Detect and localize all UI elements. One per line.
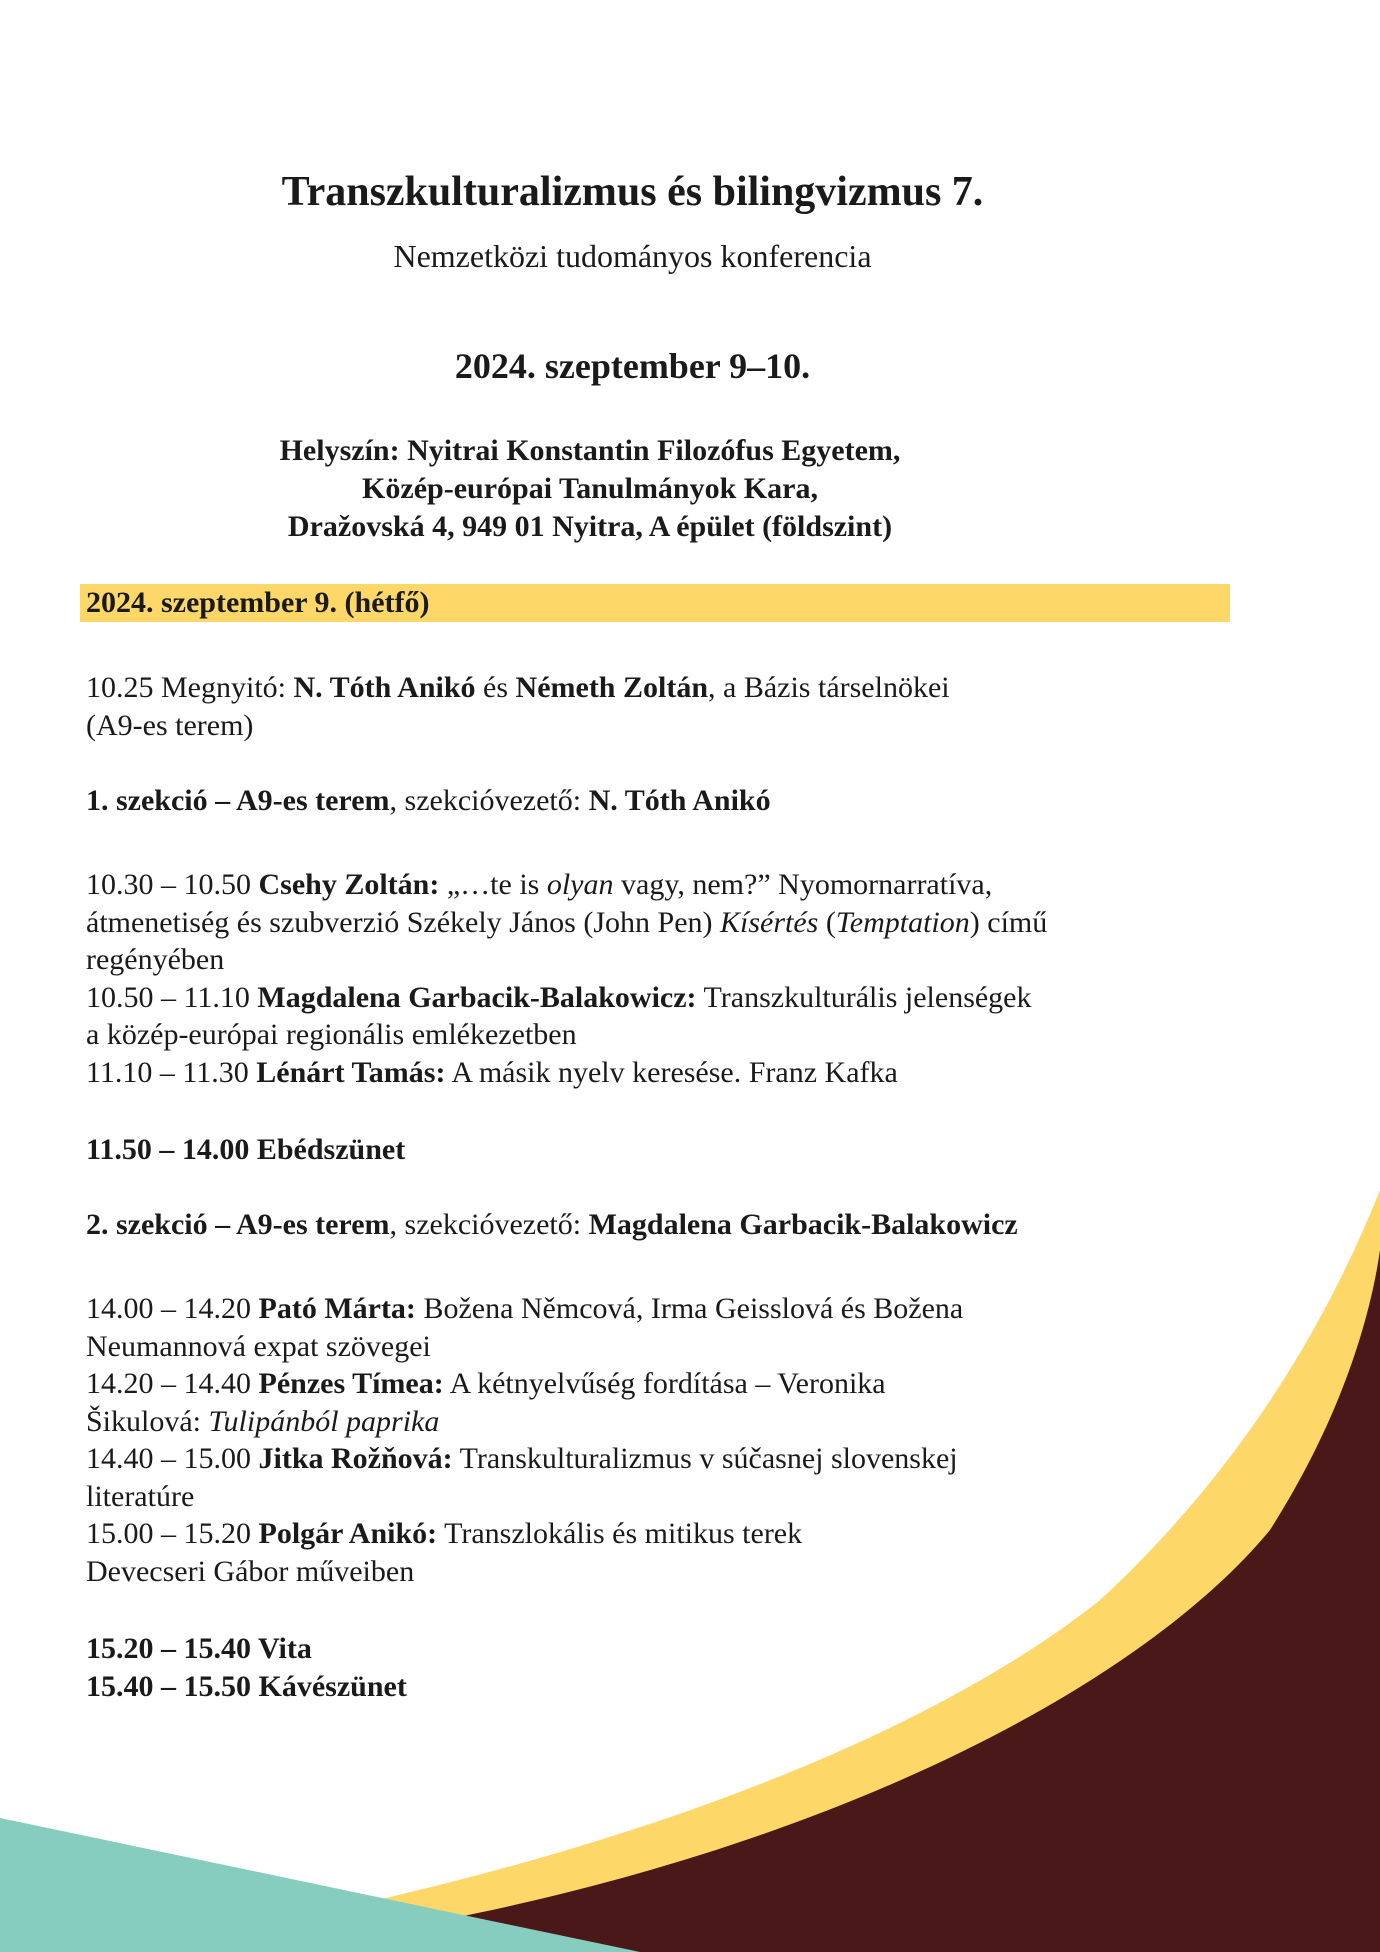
list-item <box>86 1290 1216 1365</box>
talk-title-italic: olyan <box>546 868 614 901</box>
talk-time: 14.00 – 14.20 <box>86 1292 259 1325</box>
opening-person-1: N. Tóth Anikó <box>293 671 476 704</box>
talk-speaker: Csehy Zoltán: <box>258 868 440 901</box>
talk-title: literatúre <box>86 1479 195 1513</box>
section-1-heading <box>86 782 1216 820</box>
talk-time: 14.20 – 14.40 <box>86 1367 259 1400</box>
opening <box>86 669 1216 744</box>
talk-time: 14.40 – 15.00 <box>86 1442 259 1475</box>
talk-title: Devecseri Gábor műveiben <box>86 1554 415 1588</box>
talk-time: 15.00 – 15.20 <box>86 1517 259 1550</box>
talk-title: Božena Němcová, Irma Geisslová és Božena <box>415 1292 964 1325</box>
section-1-label: 1. szekció – A9-es terem <box>86 784 390 817</box>
talk-title-italic: Temptation <box>835 905 970 939</box>
venue <box>0 432 1180 546</box>
talk-time: 11.10 – 11.30 <box>86 1055 257 1089</box>
conference-date: 2024. szeptember 9–10. <box>454 346 811 386</box>
list-item <box>86 979 1216 1054</box>
talk-title: A másik nyelv keresése. Franz Kafka <box>445 1055 898 1089</box>
opening-person-2: Németh Zoltán <box>515 671 709 704</box>
talk-title: „…te is <box>439 868 547 901</box>
talk-title-italic: Tulipánból paprika <box>208 1404 440 1438</box>
talk-title: Neumannová expat szövegei <box>86 1329 431 1363</box>
opening-and: és <box>475 671 516 704</box>
section-2-chair-label: , szekcióvezető: <box>389 1208 589 1241</box>
talk-title: Transzlokális és mitikus terek <box>437 1517 803 1550</box>
lunch-break <box>86 1131 1216 1169</box>
section-2-heading <box>86 1206 1216 1244</box>
talk-title: Transkulturalizmus v súčasnej slovenskej <box>452 1442 958 1475</box>
section-1-talks <box>86 866 1216 1091</box>
page-subtitle: Nemzetközi tudományos konferencia <box>393 238 872 274</box>
list-item <box>86 1365 1216 1440</box>
section-1-chair: N. Tóth Anikó <box>588 784 771 817</box>
section-2-talks <box>86 1290 1216 1590</box>
talk-title: vagy, nem?” Nyomornarratíva, <box>613 868 993 901</box>
talk-title: ) című <box>969 905 1048 939</box>
talk-time: 10.30 – 10.50 <box>86 868 259 901</box>
section-2-chair: Magdalena Garbacik-Balakowicz <box>588 1208 1018 1241</box>
list-item <box>86 1054 1216 1092</box>
coffee-break-label: 15.40 – 15.50 Kávészünet <box>86 1669 407 1703</box>
talk-title: átmenetiség és szubverzió Székely János (John Pen) <box>86 905 720 939</box>
venue-line-2: Közép-európai Tanulmányok Kara, <box>362 472 818 505</box>
talk-speaker: Jitka Rožňová: <box>258 1442 453 1475</box>
page-title: Transzkulturalizmus és bilingvizmus 7. <box>281 169 984 215</box>
talk-title: regényében <box>86 943 225 976</box>
talk-speaker: Pénzes Tímea: <box>258 1367 444 1400</box>
opening-room: (A9-es terem) <box>86 708 254 742</box>
list-item <box>86 1440 1216 1515</box>
venue-line-3: Dražovská 4, 949 01 Nyitra, A épület (földszint) <box>287 510 893 543</box>
list-item <box>86 866 1216 979</box>
talk-speaker: Polgár Anikó: <box>258 1517 438 1550</box>
talk-speaker: Magdalena Garbacik-Balakowicz: <box>257 980 697 1014</box>
debate-label: 15.20 – 15.40 Vita <box>86 1632 312 1665</box>
talk-title: Transzkulturális jelenségek <box>696 980 1032 1014</box>
venue-line-1: Helyszín: Nyitrai Konstantin Filozófus Egyetem, <box>279 434 901 467</box>
opening-role: , a Bázis társelnökei <box>708 671 950 704</box>
talk-title-italic: Kísértés <box>720 905 819 939</box>
talk-speaker: Pató Márta: <box>258 1292 416 1325</box>
lunch-label: 11.50 – 14.00 Ebédszünet <box>86 1133 406 1166</box>
section-2-label: 2. szekció – A9-es terem <box>86 1208 390 1241</box>
talk-title: A kétnyelvűség fordítása – Veronika <box>443 1367 886 1400</box>
talk-title: Šikulová: <box>86 1404 209 1438</box>
opening-time: 10.25 Megnyitó: <box>86 671 294 704</box>
talk-speaker: Lénárt Tamás: <box>256 1055 446 1089</box>
day-heading: 2024. szeptember 9. (hétfő) <box>80 584 1230 622</box>
talk-title: a közép-európai regionális emlékezetben <box>86 1018 577 1051</box>
closing <box>86 1630 1216 1705</box>
talk-title: ( <box>818 905 836 939</box>
talk-time: 10.50 – 11.10 <box>86 980 258 1014</box>
section-1-chair-label: , szekcióvezető: <box>389 784 589 817</box>
list-item <box>86 1515 1216 1590</box>
